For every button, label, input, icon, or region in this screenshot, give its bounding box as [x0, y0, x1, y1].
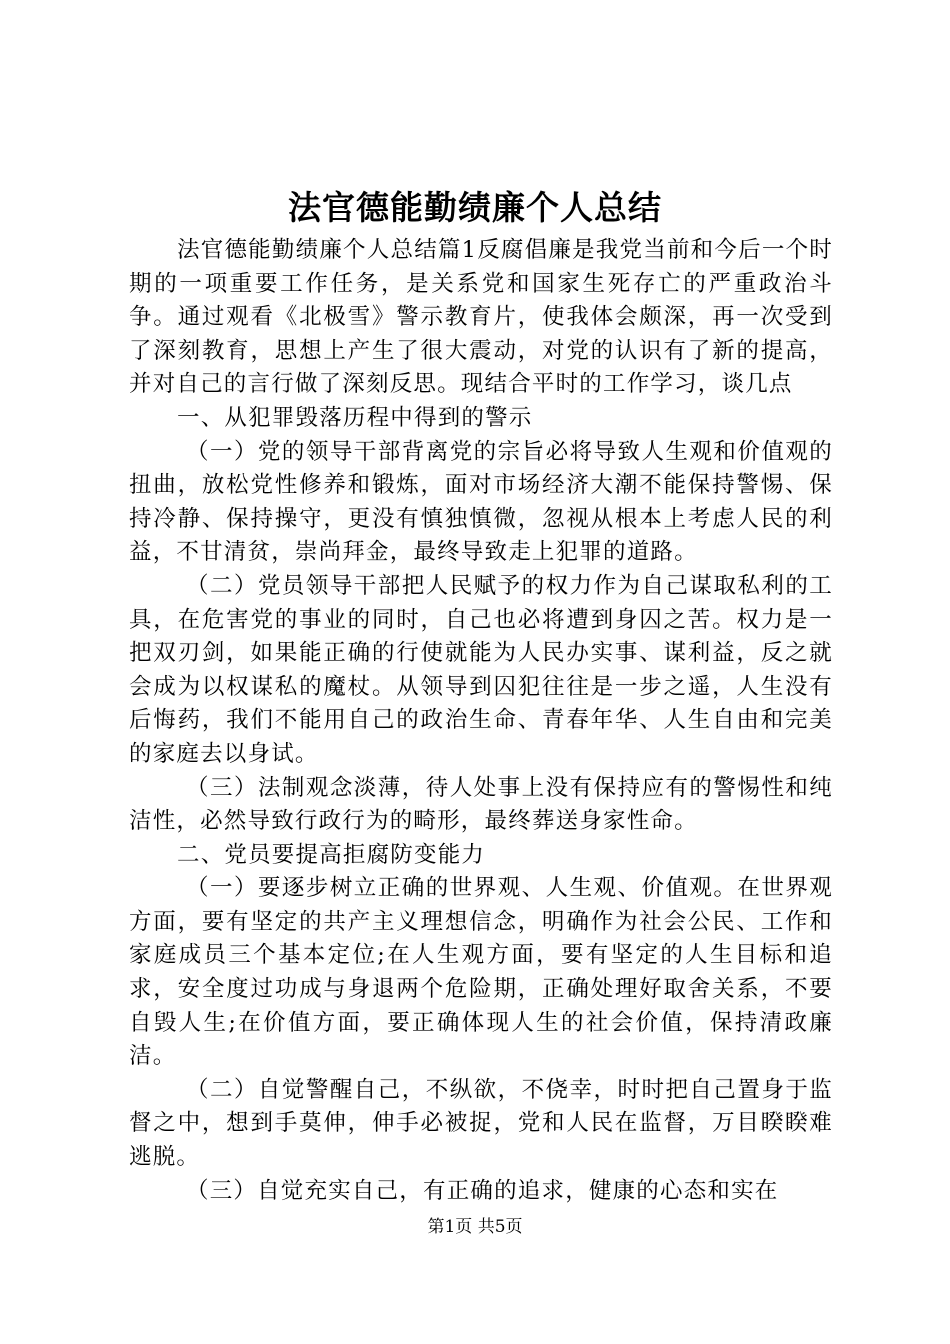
document-title: 法官德能勤绩廉个人总结	[288, 188, 662, 227]
paragraph-1-2: （二）党员领导干部把人民赋予的权力作为自己谋取私利的工具，在危害党的事业的同时，自己也必将遭到身囚之苦。权力是一把双刃剑，如果能正确的行使就能为人民办实事、谋利益，反之就会成为以权谋私的魔杖。从领导到囚犯往往是一步之遥，人生没有后悔药，我们不能用自己的政治生命、青春年华、人生自由和完美的家庭去以身试。	[129, 572, 833, 767]
section-heading-1: 一、从犯罪毁落历程中得到的警示	[177, 404, 533, 431]
section-heading-2: 二、党员要提高拒腐防变能力	[177, 841, 486, 868]
page-number-footer: 第1页 共5页	[427, 1217, 523, 1237]
paragraph-intro: 法官德能勤绩廉个人总结篇1反腐倡廉是我党当前和今后一个时期的一项重要工作任务，是关系党和国家生死存亡的严重政治斗争。通过观看《北极雪》警示教育片，使我体会颇深，再一次受到了深刻教育，思想上产生了很大震动，对党的认识有了新的提高，并对自己的言行做了深刻反思。现结合平时的工作学习，谈几点	[129, 237, 833, 398]
paragraph-1-3: （三）法制观念淡薄，待人处事上没有保持应有的警惕性和纯洁性，必然导致行政行为的畸形，最终葬送身家性命。	[129, 774, 833, 835]
document-body	[129, 234, 833, 1208]
paragraph-2-1: （一）要逐步树立正确的世界观、人生观、价值观。在世界观方面，要有坚定的共产主义理想信念，明确作为社会公民、工作和家庭成员三个基本定位;在人生观方面，要有坚定的人生目标和追求，安全度过功成与身退两个危险期，正确处理好取舍关系，不要自毁人生;在价值方面，要正确体现人生的社会价值，保持清政廉洁。	[129, 875, 833, 1070]
paragraph-2-3: （三）自觉充实自己，有正确的追求，健康的心态和实在	[186, 1177, 779, 1204]
paragraph-1-1: （一）党的领导干部背离党的宗旨必将导致人生观和价值观的扭曲，放松党性修养和锻炼，面对市场经济大潮不能保持警惕、保持冷静、保持操守，更没有慎独慎微，忽视从根本上考虑人民的利益，不甘清贫，崇尚拜金，最终导致走上犯罪的道路。	[129, 438, 833, 566]
paragraph-2-2: （二）自觉警醒自己，不纵欲，不侥幸，时时把自己置身于监督之中，想到手莫伸，伸手必被捉，党和人民在监督，万目睽睽难逃脱。	[129, 1076, 833, 1171]
